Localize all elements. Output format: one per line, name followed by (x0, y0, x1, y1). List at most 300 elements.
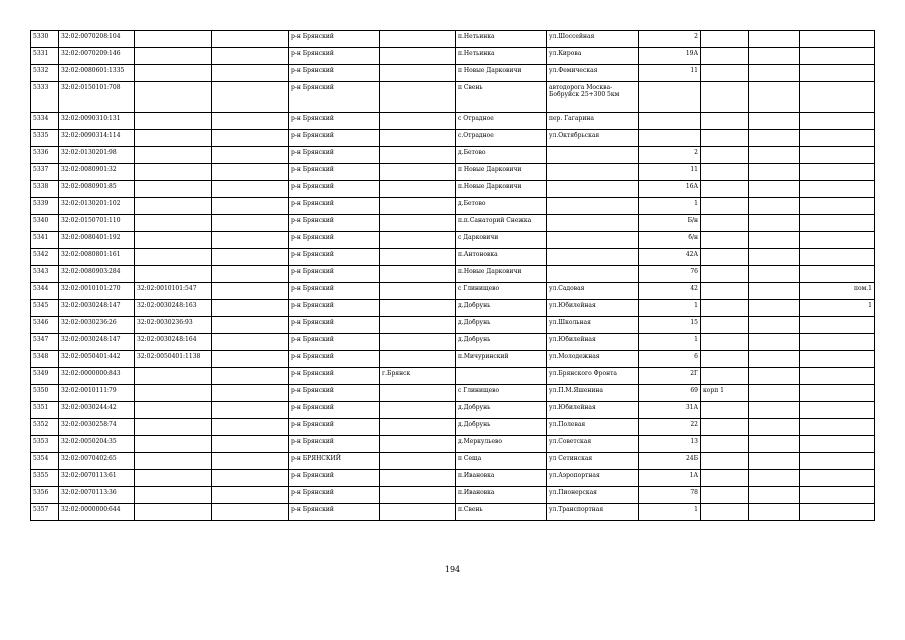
parent-cadastral-cell (135, 181, 212, 198)
apartment-cell (800, 65, 875, 82)
cadastral-number-cell: 32:02:0000000:644 (59, 504, 135, 521)
parent-cadastral-cell (135, 266, 212, 283)
settlement-cell: п.Новые Дарковичи (456, 181, 547, 198)
extra-number-cell (212, 266, 289, 283)
row-number-cell: 5332 (31, 65, 59, 82)
settlement-cell: п.Нетьинка (456, 31, 547, 48)
building-cell (701, 215, 749, 232)
city-cell (380, 113, 456, 130)
extra-number-cell (212, 385, 289, 402)
apartment-cell: пом.1 (800, 283, 875, 300)
city-cell (380, 385, 456, 402)
structure-cell (749, 436, 800, 453)
extra-number-cell (212, 198, 289, 215)
row-number-cell: 5349 (31, 368, 59, 385)
extra-number-cell (212, 232, 289, 249)
apartment-cell (800, 504, 875, 521)
extra-number-cell (212, 113, 289, 130)
district-cell: р-н Брянский (289, 130, 380, 147)
cadastral-number-cell: 32:02:0030248:147 (59, 300, 135, 317)
table-row (31, 504, 875, 521)
cadastral-number-cell: 32:02:0150101:708 (59, 82, 135, 113)
row-number-cell: 5355 (31, 470, 59, 487)
cadastral-number-cell: 32:02:0070208:104 (59, 31, 135, 48)
city-cell (380, 82, 456, 113)
structure-cell (749, 147, 800, 164)
street-cell (547, 249, 639, 266)
building-cell (701, 65, 749, 82)
cadastral-number-cell: 32:02:0010101:270 (59, 283, 135, 300)
structure-cell (749, 82, 800, 113)
district-cell: р-н Брянский (289, 419, 380, 436)
structure-cell (749, 453, 800, 470)
cadastral-number-cell: 32:02:0030244:42 (59, 402, 135, 419)
table-row (31, 266, 875, 283)
settlement-cell: п.Ивановка (456, 487, 547, 504)
district-cell: р-н Брянский (289, 113, 380, 130)
apartment-cell (800, 487, 875, 504)
row-number-cell: 5353 (31, 436, 59, 453)
structure-cell (749, 402, 800, 419)
building-cell (701, 368, 749, 385)
settlement-cell: д.Добрунь (456, 334, 547, 351)
structure-cell (749, 419, 800, 436)
row-number-cell: 5339 (31, 198, 59, 215)
cadastral-number-cell: 32:02:0010111:79 (59, 385, 135, 402)
street-cell (547, 198, 639, 215)
extra-number-cell (212, 351, 289, 368)
extra-number-cell (212, 453, 289, 470)
district-cell: р-н Брянский (289, 198, 380, 215)
parent-cadastral-cell (135, 487, 212, 504)
parent-cadastral-cell (135, 419, 212, 436)
structure-cell (749, 351, 800, 368)
table-row (31, 65, 875, 82)
extra-number-cell (212, 215, 289, 232)
apartment-cell (800, 453, 875, 470)
building-cell (701, 334, 749, 351)
apartment-cell (800, 181, 875, 198)
parent-cadastral-cell (135, 113, 212, 130)
district-cell: р-н Брянский (289, 147, 380, 164)
settlement-cell: с Дарковичи (456, 232, 547, 249)
street-cell (547, 232, 639, 249)
structure-cell (749, 113, 800, 130)
apartment-cell: 1 (800, 300, 875, 317)
house-cell: 42 (639, 283, 701, 300)
city-cell (380, 130, 456, 147)
settlement-cell: с Глинищево (456, 385, 547, 402)
cadastral-number-cell: 32:02:0080601:1335 (59, 65, 135, 82)
apartment-cell (800, 215, 875, 232)
building-cell: корп 1 (701, 385, 749, 402)
table-row (31, 130, 875, 147)
table-row (31, 164, 875, 181)
parent-cadastral-cell (135, 368, 212, 385)
street-cell: ул.Школьная (547, 317, 639, 334)
parent-cadastral-cell (135, 232, 212, 249)
building-cell (701, 164, 749, 181)
street-cell: ул.Октябрьская (547, 130, 639, 147)
structure-cell (749, 317, 800, 334)
row-number-cell: 5344 (31, 283, 59, 300)
row-number-cell: 5347 (31, 334, 59, 351)
district-cell: р-н Брянский (289, 470, 380, 487)
parent-cadastral-cell (135, 215, 212, 232)
house-cell: 16А (639, 181, 701, 198)
district-cell: р-н Брянский (289, 232, 380, 249)
parent-cadastral-cell: 32:02:0050401:1138 (135, 351, 212, 368)
table-row (31, 334, 875, 351)
street-cell: ул.Фемическая (547, 65, 639, 82)
cadastral-number-cell: 32:02:0080801:161 (59, 249, 135, 266)
house-cell: 1 (639, 334, 701, 351)
house-cell: 42А (639, 249, 701, 266)
extra-number-cell (212, 368, 289, 385)
city-cell (380, 453, 456, 470)
parent-cadastral-cell (135, 147, 212, 164)
extra-number-cell (212, 130, 289, 147)
city-cell (380, 147, 456, 164)
parent-cadastral-cell: 32:02:0010101:547 (135, 283, 212, 300)
city-cell (380, 300, 456, 317)
house-cell: 19А (639, 48, 701, 65)
extra-number-cell (212, 317, 289, 334)
cadastral-number-cell: 32:02:0030236:26 (59, 317, 135, 334)
parent-cadastral-cell: 32:02:0030248:164 (135, 334, 212, 351)
district-cell: р-н Брянский (289, 164, 380, 181)
extra-number-cell (212, 147, 289, 164)
row-number-cell: 5340 (31, 215, 59, 232)
parent-cadastral-cell (135, 82, 212, 113)
district-cell: р-н Брянский (289, 48, 380, 65)
table-row (31, 368, 875, 385)
settlement-cell: с Глинищево (456, 283, 547, 300)
settlement-cell: п Свень (456, 82, 547, 113)
structure-cell (749, 215, 800, 232)
building-cell (701, 31, 749, 48)
extra-number-cell (212, 164, 289, 181)
city-cell (380, 249, 456, 266)
building-cell (701, 300, 749, 317)
city-cell (380, 419, 456, 436)
district-cell: р-н Брянский (289, 504, 380, 521)
parent-cadastral-cell (135, 470, 212, 487)
row-number-cell: 5356 (31, 487, 59, 504)
table-row (31, 198, 875, 215)
row-number-cell: 5354 (31, 453, 59, 470)
row-number-cell: 5337 (31, 164, 59, 181)
street-cell: пер. Гагарина (547, 113, 639, 130)
apartment-cell (800, 249, 875, 266)
parent-cadastral-cell (135, 453, 212, 470)
street-cell: ул.П.М.Яшенина (547, 385, 639, 402)
table-row (31, 82, 875, 113)
extra-number-cell (212, 402, 289, 419)
table-row (31, 249, 875, 266)
cadastral-number-cell: 32:02:0000000:843 (59, 368, 135, 385)
district-cell: р-н Брянский (289, 266, 380, 283)
parent-cadastral-cell: 32:02:0030248:163 (135, 300, 212, 317)
street-cell: ул.Транспортная (547, 504, 639, 521)
district-cell: р-н Брянский (289, 65, 380, 82)
apartment-cell (800, 351, 875, 368)
building-cell (701, 82, 749, 113)
district-cell: р-н Брянский (289, 402, 380, 419)
table-row (31, 48, 875, 65)
extra-number-cell (212, 82, 289, 113)
city-cell (380, 283, 456, 300)
extra-number-cell (212, 470, 289, 487)
apartment-cell (800, 436, 875, 453)
street-cell: ул.Советская (547, 436, 639, 453)
parent-cadastral-cell (135, 402, 212, 419)
district-cell: р-н Брянский (289, 249, 380, 266)
house-cell: 76 (639, 266, 701, 283)
settlement-cell: п Новые Дарковичи (456, 164, 547, 181)
cadastral-number-cell: 32:02:0030248:147 (59, 334, 135, 351)
table-row (31, 31, 875, 48)
row-number-cell: 5351 (31, 402, 59, 419)
street-cell: ул.Шоссейная (547, 31, 639, 48)
street-cell (547, 266, 639, 283)
city-cell (380, 266, 456, 283)
apartment-cell (800, 419, 875, 436)
district-cell: р-н Брянский (289, 283, 380, 300)
building-cell (701, 402, 749, 419)
city-cell (380, 351, 456, 368)
table-row (31, 385, 875, 402)
structure-cell (749, 334, 800, 351)
table-row (31, 215, 875, 232)
street-cell (547, 215, 639, 232)
apartment-cell (800, 82, 875, 113)
settlement-cell (456, 368, 547, 385)
parent-cadastral-cell (135, 436, 212, 453)
table-row (31, 351, 875, 368)
apartment-cell (800, 164, 875, 181)
row-number-cell: 5345 (31, 300, 59, 317)
house-cell: 2 (639, 31, 701, 48)
house-cell: 31А (639, 402, 701, 419)
apartment-cell (800, 402, 875, 419)
structure-cell (749, 300, 800, 317)
building-cell (701, 181, 749, 198)
apartment-cell (800, 48, 875, 65)
settlement-cell: п.Антоновка (456, 249, 547, 266)
settlement-cell: д.Бетово (456, 147, 547, 164)
house-cell: Б/н (639, 215, 701, 232)
district-cell: р-н Брянский (289, 368, 380, 385)
structure-cell (749, 31, 800, 48)
structure-cell (749, 164, 800, 181)
table-row (31, 232, 875, 249)
city-cell (380, 215, 456, 232)
city-cell (380, 334, 456, 351)
cadastral-number-cell: 32:02:0080901:85 (59, 181, 135, 198)
house-cell: 1А (639, 470, 701, 487)
cadastral-number-cell: 32:02:0070113:36 (59, 487, 135, 504)
parent-cadastral-cell (135, 48, 212, 65)
district-cell: р-н Брянский (289, 31, 380, 48)
house-cell: 2Г (639, 368, 701, 385)
district-cell: р-н БРЯНСКИЙ (289, 453, 380, 470)
city-cell (380, 436, 456, 453)
extra-number-cell (212, 419, 289, 436)
structure-cell (749, 368, 800, 385)
settlement-cell: с Отрадное (456, 113, 547, 130)
extra-number-cell (212, 283, 289, 300)
building-cell (701, 249, 749, 266)
building-cell (701, 147, 749, 164)
street-cell (547, 164, 639, 181)
apartment-cell (800, 385, 875, 402)
district-cell: р-н Брянский (289, 317, 380, 334)
building-cell (701, 487, 749, 504)
table-row (31, 419, 875, 436)
house-cell: 2 (639, 147, 701, 164)
structure-cell (749, 48, 800, 65)
city-cell (380, 487, 456, 504)
city-cell (380, 504, 456, 521)
structure-cell (749, 266, 800, 283)
district-cell: р-н Брянский (289, 215, 380, 232)
row-number-cell: 5334 (31, 113, 59, 130)
street-cell: ул.Юбилейная (547, 300, 639, 317)
row-number-cell: 5346 (31, 317, 59, 334)
street-cell: ул.Кирова (547, 48, 639, 65)
city-cell (380, 470, 456, 487)
extra-number-cell (212, 181, 289, 198)
cadastral-number-cell: 32:02:0080903:284 (59, 266, 135, 283)
building-cell (701, 470, 749, 487)
settlement-cell: п.Мичуринский (456, 351, 547, 368)
row-number-cell: 5330 (31, 31, 59, 48)
extra-number-cell (212, 31, 289, 48)
city-cell (380, 65, 456, 82)
registry-table (30, 30, 875, 521)
building-cell (701, 130, 749, 147)
street-cell: ул.Пионерская (547, 487, 639, 504)
district-cell: р-н Брянский (289, 181, 380, 198)
house-cell: 78 (639, 487, 701, 504)
row-number-cell: 5342 (31, 249, 59, 266)
city-cell (380, 181, 456, 198)
settlement-cell: п.Ивановка (456, 470, 547, 487)
street-cell (547, 147, 639, 164)
row-number-cell: 5335 (31, 130, 59, 147)
settlement-cell: д.Добрунь (456, 300, 547, 317)
district-cell: р-н Брянский (289, 300, 380, 317)
district-cell: р-н Брянский (289, 487, 380, 504)
cadastral-number-cell: 32:02:0070113:61 (59, 470, 135, 487)
building-cell (701, 266, 749, 283)
row-number-cell: 5352 (31, 419, 59, 436)
house-cell: 11 (639, 65, 701, 82)
extra-number-cell (212, 48, 289, 65)
city-cell (380, 48, 456, 65)
parent-cadastral-cell (135, 198, 212, 215)
house-cell (639, 113, 701, 130)
cadastral-number-cell: 32:02:0030258:74 (59, 419, 135, 436)
street-cell: ул.Аэропортная (547, 470, 639, 487)
settlement-cell: п.Нетьинка (456, 48, 547, 65)
street-cell: ул.Молодежная (547, 351, 639, 368)
house-cell: 69 (639, 385, 701, 402)
cadastral-number-cell: 32:02:0050204:35 (59, 436, 135, 453)
settlement-cell: д.Бетово (456, 198, 547, 215)
extra-number-cell (212, 504, 289, 521)
table-row (31, 453, 875, 470)
settlement-cell: д.Добрунь (456, 419, 547, 436)
building-cell (701, 317, 749, 334)
street-cell: ул.Садовая (547, 283, 639, 300)
structure-cell (749, 504, 800, 521)
apartment-cell (800, 147, 875, 164)
extra-number-cell (212, 436, 289, 453)
cadastral-number-cell: 32:02:0150701:110 (59, 215, 135, 232)
settlement-cell: д.Меркульево (456, 436, 547, 453)
apartment-cell (800, 334, 875, 351)
district-cell: р-н Брянский (289, 351, 380, 368)
city-cell (380, 232, 456, 249)
cadastral-number-cell: 32:02:0070402:65 (59, 453, 135, 470)
table-row (31, 283, 875, 300)
cadastral-number-cell: 32:02:0090310:131 (59, 113, 135, 130)
table-row (31, 113, 875, 130)
apartment-cell (800, 198, 875, 215)
row-number-cell: 5338 (31, 181, 59, 198)
structure-cell (749, 232, 800, 249)
building-cell (701, 48, 749, 65)
city-cell (380, 164, 456, 181)
house-cell (639, 82, 701, 113)
row-number-cell: 5331 (31, 48, 59, 65)
settlement-cell: д.Добрунь (456, 317, 547, 334)
street-cell: ул.Юбилейная (547, 334, 639, 351)
settlement-cell: п Сеща (456, 453, 547, 470)
cadastral-number-cell: 32:02:0090314:114 (59, 130, 135, 147)
building-cell (701, 283, 749, 300)
cadastral-number-cell: 32:02:0080401:192 (59, 232, 135, 249)
settlement-cell: п.Свень (456, 504, 547, 521)
house-cell: 13 (639, 436, 701, 453)
parent-cadastral-cell (135, 130, 212, 147)
city-cell: г.Брянск (380, 368, 456, 385)
row-number-cell: 5341 (31, 232, 59, 249)
apartment-cell (800, 470, 875, 487)
structure-cell (749, 283, 800, 300)
structure-cell (749, 487, 800, 504)
table-row (31, 317, 875, 334)
building-cell (701, 504, 749, 521)
extra-number-cell (212, 487, 289, 504)
parent-cadastral-cell (135, 504, 212, 521)
parent-cadastral-cell (135, 164, 212, 181)
parent-cadastral-cell (135, 31, 212, 48)
row-number-cell: 5348 (31, 351, 59, 368)
structure-cell (749, 181, 800, 198)
building-cell (701, 113, 749, 130)
parent-cadastral-cell: 32:02:0030236:93 (135, 317, 212, 334)
apartment-cell (800, 113, 875, 130)
city-cell (380, 31, 456, 48)
house-cell: 1 (639, 504, 701, 521)
building-cell (701, 198, 749, 215)
house-cell (639, 130, 701, 147)
row-number-cell: 5333 (31, 82, 59, 113)
row-number-cell: 5343 (31, 266, 59, 283)
